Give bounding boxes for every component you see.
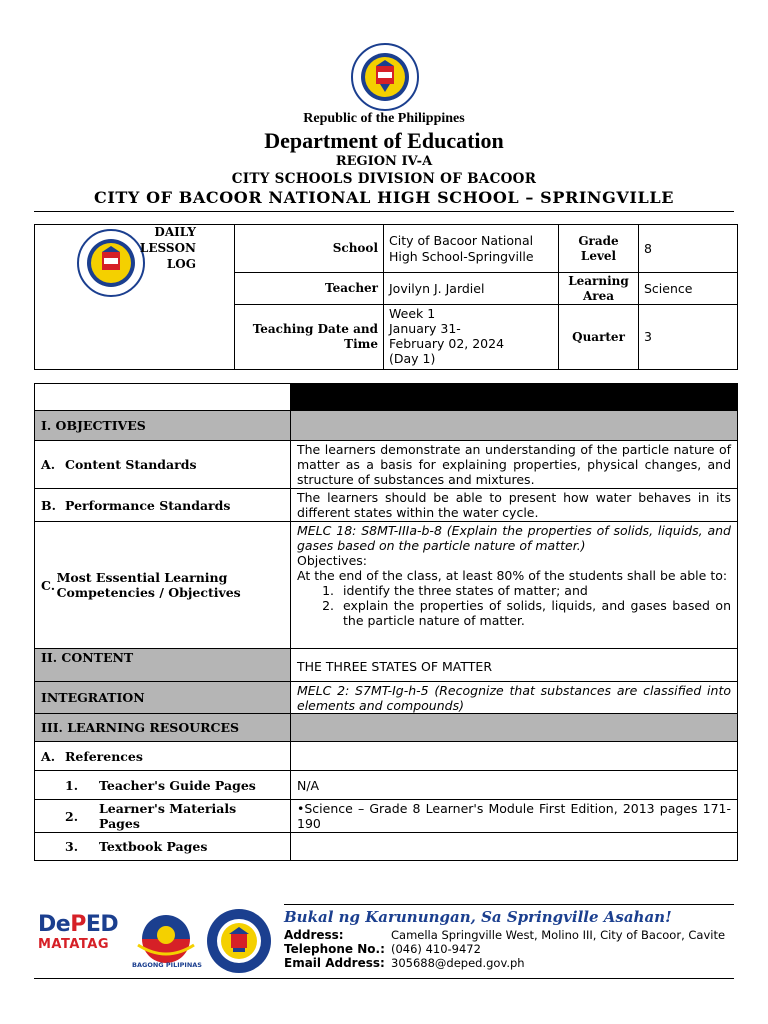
date-day: (Day 1) bbox=[389, 351, 436, 366]
objective-item: 2. explain the properties of solids, liquids, and gases based on the particle nature of matter. bbox=[322, 598, 731, 628]
region-heading: REGION IV-A bbox=[335, 154, 433, 169]
date-label-cell: Teaching Date and Time bbox=[235, 305, 384, 369]
date-week: Week 1 bbox=[389, 306, 436, 321]
objectives-section-row: I. OBJECTIVES bbox=[35, 411, 737, 441]
textbook-row: 3. Textbook Pages bbox=[35, 833, 737, 860]
date-end: February 02, 2024 bbox=[389, 336, 505, 351]
school-label-cell: School bbox=[235, 225, 384, 273]
grade-label-cell: Grade Level bbox=[559, 225, 639, 273]
teacher-label-cell: Teacher bbox=[235, 273, 384, 305]
division-heading: CITY SCHOOLS DIVISION OF BACOOR bbox=[231, 171, 537, 187]
school-heading: CITY OF BACOOR NATIONAL HIGH SCHOOL – SPRINGVILLE bbox=[93, 188, 675, 207]
date-value-cell bbox=[384, 305, 559, 369]
footer-divider bbox=[284, 904, 734, 905]
quarter-label-cell: Quarter bbox=[559, 305, 639, 369]
bagong-pilipinas-text: BAGONG PILIPINAS bbox=[132, 961, 202, 969]
phone-line: Telephone No.: (046) 410-9472 bbox=[284, 942, 481, 956]
deped-seal-logo bbox=[344, 42, 426, 112]
objectives-list bbox=[297, 583, 731, 628]
integration-row: INTEGRATION MELC 2: S7MT-Ig-h-5 (Recognize that substances are classified into elements and compounds) bbox=[35, 682, 737, 714]
melc-row: C. Most Essential Learning Competencies / Objectives MELC 18: S8MT-IIIa-b-8 (Explain the properties of solids, liquids, and gases based on the particle nature of matter.) Objectives: At the end of the class, at least 80% of the students shall be able to: 1. identify the three states of matter; and 2. explain the properties of solids, liquids, and gases based on the particle nature of matter. bbox=[35, 522, 737, 649]
deped-matatag-logo: DePED MATATAG bbox=[38, 912, 119, 952]
school-motto: Bukal ng Karunungan, Sa Springville Asahan! bbox=[284, 908, 672, 926]
lesson-plan-table bbox=[34, 383, 738, 861]
table-header-row bbox=[35, 384, 737, 411]
email-line: Email Address: 305688@deped.gov.ph bbox=[284, 956, 525, 970]
melc-code: MELC 18: S8MT-IIIa-b-8 (Explain the properties of solids, liquids, and gases based on the particle nature of matter.) bbox=[297, 523, 731, 553]
department-heading: Department of Education bbox=[264, 128, 504, 153]
teachers-guide-row: 1. Teacher's Guide Pages N/A bbox=[35, 771, 737, 800]
footer-bottom-divider bbox=[34, 978, 734, 979]
quarter-value-cell: 3 bbox=[644, 329, 652, 344]
area-label-cell: Learning Area bbox=[559, 273, 639, 305]
content-row: II. CONTENT THE THREE STATES OF MATTER bbox=[35, 649, 737, 682]
republic-heading: Republic of the Philippines bbox=[303, 111, 465, 126]
objective-item: 1. identify the three states of matter; and bbox=[322, 583, 588, 598]
grade-value-cell: 8 bbox=[639, 225, 737, 273]
school-value-cell: City of Bacoor National High School-Springville bbox=[384, 225, 559, 273]
objectives-word: Objectives: bbox=[297, 553, 367, 568]
objectives-intro: At the end of the class, at least 80% of the students shall be able to: bbox=[297, 568, 728, 583]
header-divider bbox=[34, 211, 734, 212]
address-line: Address: Camella Springville West, Molino III, City of Bacoor, Cavite bbox=[284, 928, 726, 942]
learners-materials-row: 2. Learner's Materials Pages •Science – Grade 8 Learner's Module First Edition, 2013 pages 171-190 bbox=[35, 800, 737, 833]
date-start: January 31- bbox=[389, 321, 461, 336]
references-row: A. References bbox=[35, 742, 737, 771]
dll-title: DAILY LESSON LOG bbox=[139, 225, 196, 271]
area-value-cell: Science bbox=[639, 273, 737, 305]
resources-section-row: III. LEARNING RESOURCES bbox=[35, 714, 737, 742]
teacher-value-cell: Jovilyn J. Jardiel bbox=[384, 273, 559, 305]
performance-standards-row: B. Performance Standards The learners should be able to present how water behaves in its different states within the water cycle. bbox=[35, 489, 737, 522]
school-seal-logo bbox=[206, 908, 272, 974]
content-standards-row: A. Content Standards The learners demonstrate an understanding of the particle nature of matter as a basis for explaining properties, physical changes, and structure of substances and mixtures. bbox=[35, 441, 737, 489]
